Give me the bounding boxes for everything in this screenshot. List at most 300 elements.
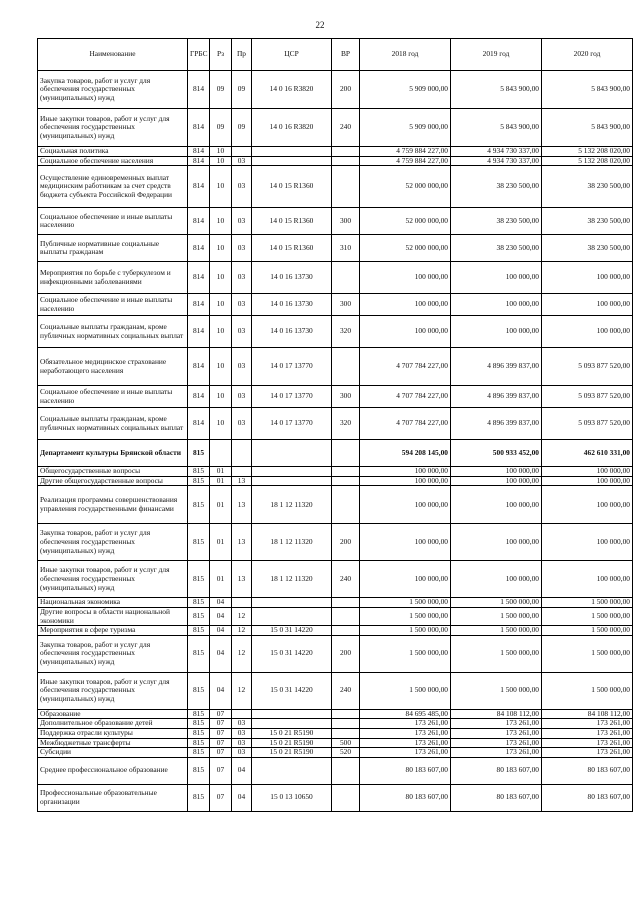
cell-y2020: 5 132 208 020,00 (542, 147, 633, 157)
cell-name: Реализация программы совершенствования управления государственными финансами (38, 486, 188, 524)
cell-vr (332, 607, 360, 625)
cell-csr: 15 0 31 14220 (252, 626, 332, 636)
table-row (38, 598, 633, 608)
table-row (38, 524, 633, 561)
table-row (38, 440, 633, 467)
cell-y2018: 1 500 000,00 (360, 626, 451, 636)
cell-y2018: 100 000,00 (360, 316, 451, 348)
cell-pr: 03 (232, 156, 252, 166)
cell-pr: 03 (232, 408, 252, 440)
cell-rz: 10 (210, 156, 232, 166)
table-row (38, 709, 633, 719)
cell-csr: 14 0 17 13770 (252, 408, 332, 440)
cell-vr (332, 784, 360, 811)
cell-rz: 07 (210, 709, 232, 719)
cell-csr: 14 0 17 13770 (252, 348, 332, 386)
cell-name: Иные закупки товаров, работ и услуг для обеспечения государственных (муниципальных) нужд (38, 672, 188, 709)
cell-csr: 14 0 17 13770 (252, 386, 332, 408)
cell-rz: 10 (210, 348, 232, 386)
cell-name: Субсидии (38, 748, 188, 758)
cell-y2018: 52 000 000,00 (360, 166, 451, 208)
cell-y2019: 38 230 500,00 (451, 235, 542, 262)
cell-csr: 14 0 15 R1360 (252, 208, 332, 235)
cell-name: Социальные выплаты гражданам, кроме публичных нормативных социальных выплат (38, 408, 188, 440)
cell-y2020: 38 230 500,00 (542, 235, 633, 262)
cell-vr: 300 (332, 386, 360, 408)
cell-csr: 18 1 12 11320 (252, 524, 332, 561)
cell-grbs: 815 (188, 728, 210, 738)
table-row (38, 147, 633, 157)
cell-grbs: 815 (188, 738, 210, 748)
cell-pr (232, 440, 252, 467)
cell-name: Осуществление единовременных выплат медицинским работникам за счет средств бюджета субъекта Российской Федерации (38, 166, 188, 208)
cell-grbs: 814 (188, 208, 210, 235)
cell-pr: 12 (232, 672, 252, 709)
cell-y2019: 500 933 452,00 (451, 440, 542, 467)
cell-vr (332, 467, 360, 477)
cell-pr: 13 (232, 524, 252, 561)
cell-rz: 10 (210, 408, 232, 440)
cell-y2018: 5 909 000,00 (360, 109, 451, 147)
cell-pr: 03 (232, 166, 252, 208)
cell-name: Поддержка отрасли культуры (38, 728, 188, 738)
cell-name: Иные закупки товаров, работ и услуг для обеспечения государственных (муниципальных) нужд (38, 109, 188, 147)
cell-y2018: 4 707 784 227,00 (360, 348, 451, 386)
cell-vr: 310 (332, 235, 360, 262)
cell-y2020: 173 261,00 (542, 748, 633, 758)
cell-y2020: 38 230 500,00 (542, 208, 633, 235)
cell-pr (232, 709, 252, 719)
cell-pr: 03 (232, 294, 252, 316)
table-body (38, 71, 633, 812)
cell-vr (332, 166, 360, 208)
cell-y2019: 100 000,00 (451, 524, 542, 561)
cell-y2019: 100 000,00 (451, 262, 542, 294)
cell-pr: 03 (232, 728, 252, 738)
cell-vr (332, 709, 360, 719)
cell-vr: 320 (332, 316, 360, 348)
cell-rz: 01 (210, 524, 232, 561)
cell-pr: 12 (232, 635, 252, 672)
cell-y2018: 80 183 607,00 (360, 757, 451, 784)
table-row (38, 408, 633, 440)
cell-y2018: 52 000 000,00 (360, 235, 451, 262)
cell-rz: 01 (210, 467, 232, 477)
cell-grbs: 814 (188, 235, 210, 262)
cell-pr (232, 598, 252, 608)
cell-y2018: 84 695 485,00 (360, 709, 451, 719)
table-row (38, 635, 633, 672)
cell-y2019: 4 934 730 337,00 (451, 156, 542, 166)
cell-y2019: 100 000,00 (451, 294, 542, 316)
header-cell-pr: Пр (232, 39, 252, 71)
table-row (38, 235, 633, 262)
cell-y2019: 5 843 900,00 (451, 71, 542, 109)
cell-pr: 03 (232, 316, 252, 348)
header-cell-vr: ВР (332, 39, 360, 71)
cell-vr (332, 262, 360, 294)
cell-name: Дополнительное образование детей (38, 719, 188, 729)
cell-rz: 01 (210, 476, 232, 486)
cell-rz: 04 (210, 635, 232, 672)
cell-vr (332, 476, 360, 486)
cell-name: Социальное обеспечение и иные выплаты населению (38, 294, 188, 316)
cell-rz: 01 (210, 486, 232, 524)
header-cell-csr: ЦСР (252, 39, 332, 71)
cell-pr: 03 (232, 348, 252, 386)
cell-y2018: 4 707 784 227,00 (360, 386, 451, 408)
cell-rz: 10 (210, 235, 232, 262)
cell-name: Социальные выплаты гражданам, кроме публичных нормативных социальных выплат (38, 316, 188, 348)
cell-y2019: 5 843 900,00 (451, 109, 542, 147)
cell-vr (332, 440, 360, 467)
table-row (38, 486, 633, 524)
cell-y2018: 100 000,00 (360, 294, 451, 316)
cell-y2020: 5 843 900,00 (542, 109, 633, 147)
cell-name: Закупка товаров, работ и услуг для обеспечения государственных (муниципальных) нужд (38, 635, 188, 672)
cell-pr: 09 (232, 109, 252, 147)
cell-vr: 300 (332, 208, 360, 235)
cell-y2018: 52 000 000,00 (360, 208, 451, 235)
cell-y2018: 4 707 784 227,00 (360, 408, 451, 440)
cell-y2020: 100 000,00 (542, 486, 633, 524)
cell-y2020: 1 500 000,00 (542, 635, 633, 672)
cell-grbs: 815 (188, 626, 210, 636)
cell-name: Социальная политика (38, 147, 188, 157)
cell-vr (332, 348, 360, 386)
cell-rz: 01 (210, 561, 232, 598)
cell-name: Социальное обеспечение населения (38, 156, 188, 166)
cell-grbs: 815 (188, 784, 210, 811)
cell-y2019: 173 261,00 (451, 728, 542, 738)
table-row (38, 738, 633, 748)
cell-rz: 10 (210, 386, 232, 408)
cell-csr (252, 147, 332, 157)
cell-grbs: 815 (188, 598, 210, 608)
cell-y2019: 100 000,00 (451, 476, 542, 486)
cell-y2020: 100 000,00 (542, 476, 633, 486)
cell-rz: 09 (210, 71, 232, 109)
cell-y2018: 594 208 145,00 (360, 440, 451, 467)
cell-y2020: 100 000,00 (542, 316, 633, 348)
cell-grbs: 814 (188, 348, 210, 386)
cell-name: Профессиональные образовательные организации (38, 784, 188, 811)
cell-vr (332, 147, 360, 157)
table-row (38, 757, 633, 784)
cell-y2020: 1 500 000,00 (542, 672, 633, 709)
cell-y2020: 1 500 000,00 (542, 598, 633, 608)
cell-rz: 10 (210, 166, 232, 208)
cell-name: Среднее профессиональное образование (38, 757, 188, 784)
header-cell-2020: 2020 год (542, 39, 633, 71)
cell-vr: 200 (332, 524, 360, 561)
cell-y2020: 80 183 607,00 (542, 784, 633, 811)
cell-csr (252, 757, 332, 784)
cell-y2019: 80 183 607,00 (451, 784, 542, 811)
cell-y2018: 100 000,00 (360, 486, 451, 524)
cell-csr: 14 0 16 R3820 (252, 71, 332, 109)
cell-grbs: 815 (188, 561, 210, 598)
cell-y2020: 5 093 877 520,00 (542, 408, 633, 440)
cell-y2019: 80 183 607,00 (451, 757, 542, 784)
cell-grbs: 814 (188, 408, 210, 440)
cell-pr: 12 (232, 607, 252, 625)
cell-name: Социальное обеспечение и иные выплаты населению (38, 208, 188, 235)
cell-grbs: 814 (188, 156, 210, 166)
cell-rz: 07 (210, 728, 232, 738)
cell-grbs: 814 (188, 71, 210, 109)
table-row (38, 348, 633, 386)
cell-y2019: 84 108 112,00 (451, 709, 542, 719)
cell-grbs: 815 (188, 440, 210, 467)
cell-grbs: 814 (188, 262, 210, 294)
cell-pr: 04 (232, 784, 252, 811)
page-number: 22 (315, 20, 325, 30)
cell-y2019: 173 261,00 (451, 738, 542, 748)
cell-name: Социальное обеспечение и иные выплаты населению (38, 386, 188, 408)
cell-y2019: 1 500 000,00 (451, 607, 542, 625)
cell-y2018: 100 000,00 (360, 524, 451, 561)
cell-csr: 15 0 31 14220 (252, 635, 332, 672)
cell-grbs: 815 (188, 672, 210, 709)
cell-y2019: 173 261,00 (451, 719, 542, 729)
cell-vr: 300 (332, 294, 360, 316)
cell-csr: 15 0 31 14220 (252, 672, 332, 709)
cell-csr: 14 0 15 R1360 (252, 235, 332, 262)
table-row (38, 626, 633, 636)
cell-rz: 10 (210, 262, 232, 294)
cell-grbs: 814 (188, 147, 210, 157)
cell-vr: 240 (332, 672, 360, 709)
cell-vr: 240 (332, 109, 360, 147)
cell-y2019: 38 230 500,00 (451, 208, 542, 235)
cell-y2020: 84 108 112,00 (542, 709, 633, 719)
cell-pr: 03 (232, 235, 252, 262)
cell-y2018: 4 759 884 227,00 (360, 147, 451, 157)
cell-pr: 03 (232, 719, 252, 729)
cell-name: Национальная экономика (38, 598, 188, 608)
cell-rz (210, 440, 232, 467)
cell-y2020: 5 132 208 020,00 (542, 156, 633, 166)
cell-csr: 15 0 21 R5190 (252, 738, 332, 748)
cell-csr (252, 598, 332, 608)
cell-grbs: 815 (188, 635, 210, 672)
cell-vr: 520 (332, 748, 360, 758)
cell-y2018: 173 261,00 (360, 719, 451, 729)
cell-y2019: 1 500 000,00 (451, 672, 542, 709)
cell-y2020: 5 093 877 520,00 (542, 386, 633, 408)
cell-rz: 07 (210, 784, 232, 811)
cell-csr (252, 476, 332, 486)
cell-csr: 14 0 15 R1360 (252, 166, 332, 208)
cell-y2019: 4 896 399 837,00 (451, 386, 542, 408)
cell-y2020: 100 000,00 (542, 262, 633, 294)
cell-y2020: 173 261,00 (542, 738, 633, 748)
header-cell-2018: 2018 год (360, 39, 451, 71)
table-row (38, 386, 633, 408)
cell-csr: 15 0 21 R5190 (252, 748, 332, 758)
cell-csr: 14 0 16 R3820 (252, 109, 332, 147)
cell-y2018: 5 909 000,00 (360, 71, 451, 109)
cell-y2019: 1 500 000,00 (451, 635, 542, 672)
cell-pr (232, 467, 252, 477)
cell-y2018: 100 000,00 (360, 262, 451, 294)
cell-name: Закупка товаров, работ и услуг для обеспечения государственных (муниципальных) нужд (38, 524, 188, 561)
cell-grbs: 815 (188, 467, 210, 477)
cell-y2018: 1 500 000,00 (360, 635, 451, 672)
cell-name: Образование (38, 709, 188, 719)
table-row (38, 109, 633, 147)
cell-y2020: 38 230 500,00 (542, 166, 633, 208)
cell-grbs: 815 (188, 709, 210, 719)
cell-name: Обязательное медицинское страхование неработающего населения (38, 348, 188, 386)
cell-name: Межбюджетные трансферты (38, 738, 188, 748)
cell-vr (332, 598, 360, 608)
table-row (38, 294, 633, 316)
cell-y2020: 173 261,00 (542, 719, 633, 729)
table-row (38, 262, 633, 294)
cell-csr: 14 0 16 13730 (252, 294, 332, 316)
table-row (38, 784, 633, 811)
cell-vr: 200 (332, 635, 360, 672)
cell-rz: 07 (210, 719, 232, 729)
cell-y2020: 1 500 000,00 (542, 626, 633, 636)
cell-pr: 12 (232, 626, 252, 636)
cell-y2019: 173 261,00 (451, 748, 542, 758)
cell-rz: 10 (210, 147, 232, 157)
cell-name: Общегосударственные вопросы (38, 467, 188, 477)
cell-vr (332, 486, 360, 524)
cell-grbs: 815 (188, 607, 210, 625)
cell-pr: 03 (232, 386, 252, 408)
cell-y2019: 100 000,00 (451, 316, 542, 348)
cell-rz: 09 (210, 109, 232, 147)
cell-name: Мероприятия в сфере туризма (38, 626, 188, 636)
cell-vr: 320 (332, 408, 360, 440)
table-row (38, 208, 633, 235)
cell-y2018: 100 000,00 (360, 467, 451, 477)
table-row (38, 672, 633, 709)
cell-y2018: 80 183 607,00 (360, 784, 451, 811)
cell-y2018: 100 000,00 (360, 476, 451, 486)
cell-name: Другие вопросы в области национальной экономики (38, 607, 188, 625)
cell-csr (252, 709, 332, 719)
cell-rz: 10 (210, 316, 232, 348)
cell-name: Мероприятия по борьбе с туберкулезом и инфекционными заболеваниями (38, 262, 188, 294)
cell-csr: 18 1 12 11320 (252, 486, 332, 524)
cell-grbs: 814 (188, 166, 210, 208)
cell-y2020: 100 000,00 (542, 524, 633, 561)
cell-y2018: 4 759 884 227,00 (360, 156, 451, 166)
cell-grbs: 815 (188, 757, 210, 784)
cell-csr: 14 0 16 13730 (252, 316, 332, 348)
cell-csr: 18 1 12 11320 (252, 561, 332, 598)
cell-pr: 03 (232, 738, 252, 748)
table-row (38, 607, 633, 625)
cell-vr (332, 156, 360, 166)
cell-y2018: 173 261,00 (360, 728, 451, 738)
cell-pr: 04 (232, 757, 252, 784)
cell-pr: 13 (232, 561, 252, 598)
table-row (38, 316, 633, 348)
cell-y2020: 100 000,00 (542, 467, 633, 477)
cell-y2018: 173 261,00 (360, 748, 451, 758)
cell-pr: 03 (232, 208, 252, 235)
cell-y2019: 100 000,00 (451, 467, 542, 477)
cell-y2020: 80 183 607,00 (542, 757, 633, 784)
table-row (38, 156, 633, 166)
cell-rz: 04 (210, 626, 232, 636)
cell-y2020: 100 000,00 (542, 294, 633, 316)
cell-vr (332, 626, 360, 636)
cell-grbs: 815 (188, 748, 210, 758)
cell-rz: 10 (210, 294, 232, 316)
cell-csr (252, 607, 332, 625)
cell-vr (332, 728, 360, 738)
cell-csr (252, 719, 332, 729)
table-row (38, 561, 633, 598)
cell-grbs: 814 (188, 109, 210, 147)
cell-pr: 13 (232, 486, 252, 524)
cell-grbs: 815 (188, 476, 210, 486)
table-row (38, 728, 633, 738)
cell-y2019: 38 230 500,00 (451, 166, 542, 208)
cell-pr: 13 (232, 476, 252, 486)
cell-csr (252, 467, 332, 477)
cell-vr: 200 (332, 71, 360, 109)
cell-y2020: 173 261,00 (542, 728, 633, 738)
header-cell-name: Наименование (38, 39, 188, 71)
cell-y2019: 4 896 399 837,00 (451, 348, 542, 386)
cell-grbs: 814 (188, 316, 210, 348)
cell-y2019: 1 500 000,00 (451, 598, 542, 608)
cell-rz: 10 (210, 208, 232, 235)
cell-pr (232, 147, 252, 157)
cell-y2018: 1 500 000,00 (360, 598, 451, 608)
cell-y2019: 4 934 730 337,00 (451, 147, 542, 157)
table-row (38, 71, 633, 109)
cell-y2019: 100 000,00 (451, 486, 542, 524)
cell-vr: 500 (332, 738, 360, 748)
cell-vr (332, 757, 360, 784)
cell-rz: 04 (210, 672, 232, 709)
cell-y2020: 5 843 900,00 (542, 71, 633, 109)
cell-name: Департамент культуры Брянской области (38, 440, 188, 467)
table-row (38, 166, 633, 208)
cell-grbs: 815 (188, 486, 210, 524)
cell-grbs: 814 (188, 386, 210, 408)
header-cell-2019: 2019 год (451, 39, 542, 71)
cell-rz: 07 (210, 757, 232, 784)
cell-csr (252, 156, 332, 166)
cell-y2020: 1 500 000,00 (542, 607, 633, 625)
cell-y2018: 1 500 000,00 (360, 607, 451, 625)
cell-name: Другие общегосударственные вопросы (38, 476, 188, 486)
cell-rz: 04 (210, 607, 232, 625)
cell-csr: 15 0 21 R5190 (252, 728, 332, 738)
cell-y2019: 1 500 000,00 (451, 626, 542, 636)
cell-y2018: 1 500 000,00 (360, 672, 451, 709)
table-row (38, 719, 633, 729)
header-cell-rz: Рз (210, 39, 232, 71)
table-row (38, 748, 633, 758)
cell-name: Публичные нормативные социальные выплаты гражданам (38, 235, 188, 262)
cell-grbs: 814 (188, 294, 210, 316)
cell-csr: 14 0 16 13730 (252, 262, 332, 294)
table-row (38, 476, 633, 486)
cell-y2018: 173 261,00 (360, 738, 451, 748)
table-row (38, 467, 633, 477)
